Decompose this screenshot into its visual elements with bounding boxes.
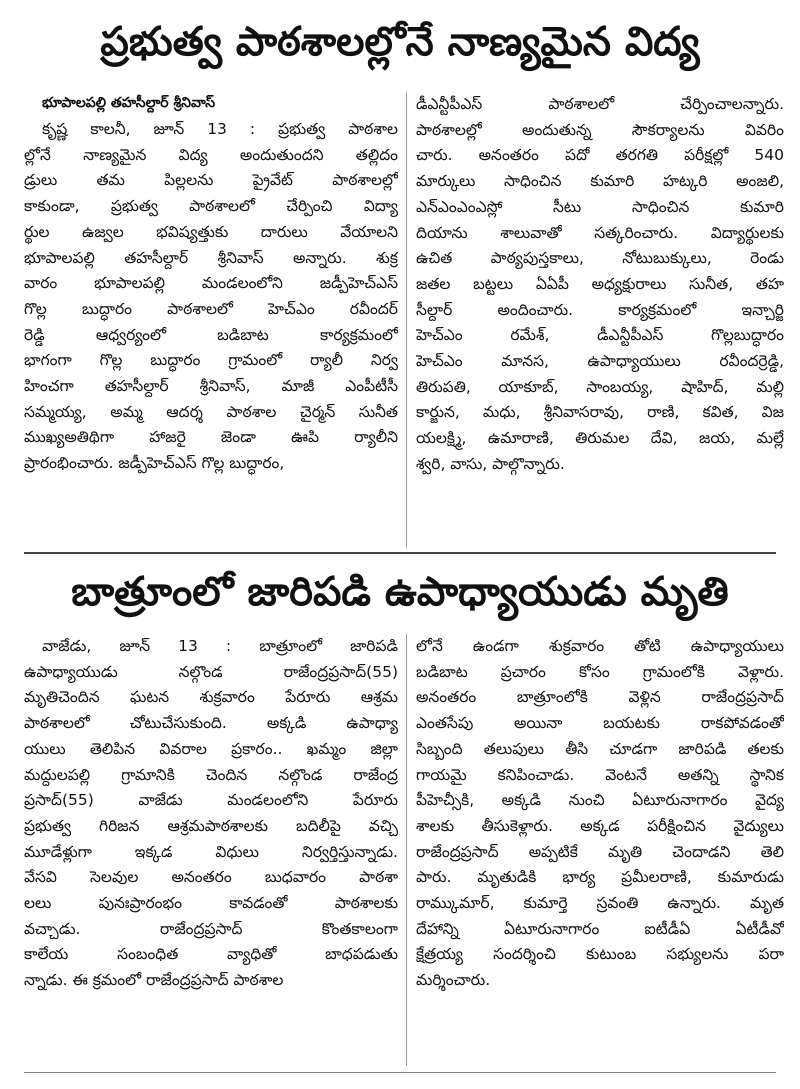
text-line: మూడేళ్లుగా ఇక్కడ విధులు నిర్వర్తిస్తున్నాడు. — [24, 842, 398, 861]
text-line: వారం భూపాలపల్లి మండలంలోని జడ్పీహెచ్ఎస్ — [24, 274, 398, 293]
text-line: ప్రారంభించారు. జడ్పీహెచ్ఎస్ గొల్ల బుద్ధారం, — [24, 454, 285, 473]
text-line: క్షేత్రయ్య సందర్శించి కుటుంబ సభ్యులను పరా — [416, 945, 784, 964]
column-left — [24, 92, 398, 477]
text-line: వాజేడు, జూన్ 13 : బాత్రూంలో జారిపడి — [42, 637, 398, 655]
column-text — [416, 634, 784, 994]
text-line: పాఠశాలల్లో అందుతున్న సౌకర్యాలను వివరిం — [416, 120, 784, 139]
text-line: వేసవి సెలవుల అనంతరం బుధవారం పాఠశా — [24, 868, 398, 887]
text-line: డ్రులు తమ పిల్లలను ప్రైవేట్ పాఠశాలల్లో — [24, 171, 398, 190]
text-line: భూపాలపల్లి తహసీల్దార్ శ్రీనివాస్ అన్నారు. శుక్ర — [24, 248, 398, 267]
text-line: సిబ్బంది తలుపులు తీసి చూడగా జారిపడి తలకు — [416, 739, 784, 758]
text-line: చారు. అనంతరం పదో తరగతి పరీక్షల్లో 540 — [416, 146, 784, 165]
headline: ప్రభుత్వ పాఠశాలల్లోనే నాణ్యమైన విద్య — [100, 19, 700, 65]
text-line: జతల బట్టలు ఏఏపీ అధ్యక్షురాలు సునీత, తహ — [416, 274, 784, 293]
bottom-rule — [24, 1072, 776, 1073]
text-line: భాగంగా గొల్ల బుద్ధారం గ్రామంలో ర్యాలీ నిర్వ — [24, 351, 398, 370]
text-line: పారు. మృతుడికి భార్య ప్రమీలరాణి, కుమారుడు — [416, 868, 784, 887]
byline: భూపాలపల్లి తహసీల్దార్ శ్రీనివాస్ — [42, 95, 216, 111]
text-line: శాలకు తీసుకెళ్లారు. అక్కడ పరీక్షించిన వైద్యులు — [416, 816, 784, 835]
text-line: లలు పునఃప్రారంభం కావడంతో పాఠశాలకు — [24, 894, 398, 913]
text-line: గొల్ల బుద్ధారం పాఠశాలలో హెచ్ఎం రవీందర్ — [24, 299, 398, 318]
text-line: లోనే ఉండగా శుక్రవారం తోటి ఉపాధ్యాయులు — [416, 637, 784, 655]
text-line: ఉపాధ్యాయుడు నల్గొండ రాజేంద్రప్రసాద్(55) — [24, 662, 398, 681]
text-line: శ్వరి, వాసు, పాల్గొన్నారు. — [416, 454, 565, 473]
text-line: ఎన్ఎంఎంఎస్లో సీటు సాధించిన కుమారి — [416, 197, 784, 216]
text-line: డీఎన్టీపీఎస్ పాఠశాలలో చేర్పించాలన్నారు. — [416, 95, 784, 113]
text-line: రాజేంద్రప్రసాద్ అప్పటికే మృతి చెందాడని తెలి — [416, 842, 784, 861]
text-line: కాలేయ సంబంధిత వ్యాధితో బాధపడుతు — [24, 945, 398, 964]
text-line: దేహాన్ని ఏటూరునాగారం ఐటీడీఏ ఏటీడీవో — [416, 919, 784, 938]
text-line: సీల్దార్ అందించారు. కార్యక్రమంలో ఇన్చార్జి — [416, 300, 784, 319]
headline: బాత్రూంలో జారిపడి ఉపాధ్యాయుడు మృతి — [71, 569, 729, 615]
text-line: యలక్ష్మి, ఉమారాణి, తిరుమల దేవి, జయ, మల్లే — [416, 429, 784, 448]
text-line: యులు తెలిపిన వివరాల ప్రకారం.. ఖమ్మం జిల్లా — [24, 739, 398, 758]
text-line: రెడ్డి ఆధ్వర్యంలో బడిబాట కార్యక్రమంలో — [24, 325, 398, 344]
text-line: బడిబాట ప్రచారం కోసం గ్రామంలోకి వెళ్లారు. — [416, 662, 784, 681]
text-line: దియాను శాలువాతో సత్కరించారు. విద్యార్థులకు — [416, 223, 784, 242]
text-line: ప్రసాద్(55) వాజేడు మండలంలోని పేరూరు — [24, 791, 398, 810]
article-teacher-death — [0, 552, 800, 1072]
text-line: ప్రభుత్వ గిరిజన ఆశ్రమపాఠశాలకు బదిలీపై వచ్చి — [24, 816, 398, 835]
text-line: మృతిచెందిన ఘటన శుక్రవారం పేరూరు ఆశ్రమ — [24, 688, 398, 707]
text-line: ముఖ్యఅతిథిగా హాజరై జెండా ఊపి ర్యాలీని — [24, 428, 398, 447]
text-line: గాయమై కనిపించాడు. వెంటనే అతన్ని స్థానిక — [416, 765, 784, 784]
text-line: వచ్చాడు. రాజేంద్రప్రసాద్ కొంతకాలంగా — [24, 919, 398, 938]
column-right — [416, 634, 784, 994]
text-line: పాఠశాలలో చోటుచేసుకుంది. అక్కడి ఉపాధ్యా — [24, 714, 398, 733]
text-line: కాకుండా, ప్రభుత్వ పాఠశాలలో చేర్పించి విద్యా — [24, 197, 398, 216]
text-line: అనంతరం బాత్రూంలోకి వెళ్లిన రాజేంద్రప్రసాద్ — [416, 688, 784, 707]
column-divider — [406, 634, 407, 1066]
text-line: తిరుపతి, యాకూబ్, సాంబయ్య, షాహిద్, మల్లి — [416, 377, 784, 396]
text-line: ర్థుల ఉజ్వల భవిష్యత్తుకు దారులు వేయాలని — [24, 222, 398, 241]
column-text — [24, 634, 398, 994]
article-body — [0, 634, 800, 1066]
text-line: న్నాడు. ఈ క్రమంలో రాజేంద్రప్రసాద్ పాఠశాల — [24, 971, 284, 990]
text-line: సమ్మయ్య, అమ్మ ఆదర్శ పాఠశాల చైర్మన్ సునీత — [24, 402, 398, 421]
text-line: మద్దులపల్లి గ్రామానికి చెందిన నల్గొండ రాజేంద్ర — [24, 765, 398, 784]
column-left — [24, 634, 398, 994]
column-text — [416, 92, 784, 478]
text-line: హించగా తహసీల్దార్ శ్రీనివాస్, మాజీ ఎంపీటీసీ — [24, 377, 398, 396]
text-line: హెచ్ఎం రమేశ్, డీఎన్టీపీఎస్ గొల్లబుద్ధారం — [416, 326, 784, 345]
column-right — [416, 92, 784, 478]
text-line: మార్కులు సాధించిన కుమారి హట్కరి అంజలి, — [416, 172, 784, 191]
article-body — [0, 92, 800, 548]
text-line: కృష్ణ కాలనీ, జూన్ 13 : ప్రభుత్వ పాఠశాల — [42, 120, 398, 138]
text-line: ఉచిత పాఠ్యపుస్తకాలు, నోటుబుక్కులు, రెండు — [416, 249, 784, 268]
text-line: పీహెచ్సీకి, అక్కడి నుంచి ఏటూరునాగారం వైద్య — [416, 791, 784, 810]
text-line: ల్లోనే నాణ్యమైన విద్య అందుతుందని తల్లిదం — [24, 145, 398, 164]
column-text — [24, 117, 398, 477]
text-line: మర్శించారు. — [416, 971, 491, 990]
column-divider — [406, 92, 407, 548]
text-line: కార్జున, మధు, శ్రీనివాసరావు, రాణి, కవిత, విజ — [416, 403, 784, 422]
text-line: రామ్కుమార్, కుమార్తె స్రవంతి ఉన్నారు. మృత — [416, 894, 784, 913]
text-line: ఎంతసేపు అయినా బయటకు రాకపోవడంతో — [416, 714, 784, 733]
text-line: హెచ్ఎం మానస, ఉపాధ్యాయులు రవీందర్రెడ్డి, — [416, 352, 784, 371]
